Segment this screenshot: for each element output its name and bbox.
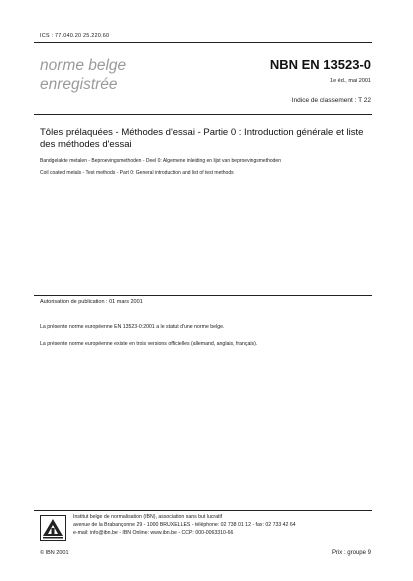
publication-authorization: Autorisation de publication : 01 mars 2001 bbox=[40, 299, 143, 305]
edition-date: 1e éd., mai 2001 bbox=[330, 78, 371, 84]
top-divider bbox=[34, 42, 372, 43]
authorization-divider bbox=[34, 295, 372, 296]
footer-institute: Institut belge de normalisation (IBN), association sans but lucratif bbox=[73, 514, 223, 520]
copyright: © IBN 2001 bbox=[40, 550, 69, 556]
footer-address: avenue de la Brabançonne 29 - 1000 BRUXELLES - téléphone: 02 738 01 12 - fax: 02 733 42 64 bbox=[73, 522, 296, 528]
price-group: Prix : groupe 9 bbox=[331, 550, 371, 556]
norme-belge-label: norme belge bbox=[40, 57, 127, 74]
status-paragraph: La présente norme européenne EN 13523-0:2001 a le statut d'une norme belge. bbox=[40, 324, 225, 330]
ibn-logo-icon bbox=[40, 515, 66, 541]
classification-index: Indice de classement : T 22 bbox=[291, 97, 371, 104]
document-title-nl: Bandgelakte metalen - Beproevingsmethoden - Deel 0: Algemene inleiding en lijst van beproevingsmethoden bbox=[40, 158, 281, 164]
header-divider bbox=[34, 114, 372, 115]
footer-divider bbox=[34, 510, 372, 511]
standard-number: NBN EN 13523-0 bbox=[269, 57, 371, 72]
versions-paragraph: La présente norme européenne existe en trois versions officielles (allemand, anglais, français). bbox=[40, 341, 258, 347]
footer-contact: e-mail: info@ibn.be - IBN Online: www.ibn.be - CCP: 000-0063310-66 bbox=[73, 530, 234, 536]
ics-code: ICS : 77.040.20 25.220.60 bbox=[40, 33, 110, 39]
document-title-fr: Tôles prélaquées - Méthodes d'essai - Partie 0 : Introduction générale et liste des méthodes d'essai bbox=[40, 127, 364, 150]
enregistree-label: enregistrée bbox=[40, 76, 118, 93]
document-title-en: Coil coated metals - Test methods - Part 0: General introduction and list of test methods bbox=[40, 170, 234, 176]
